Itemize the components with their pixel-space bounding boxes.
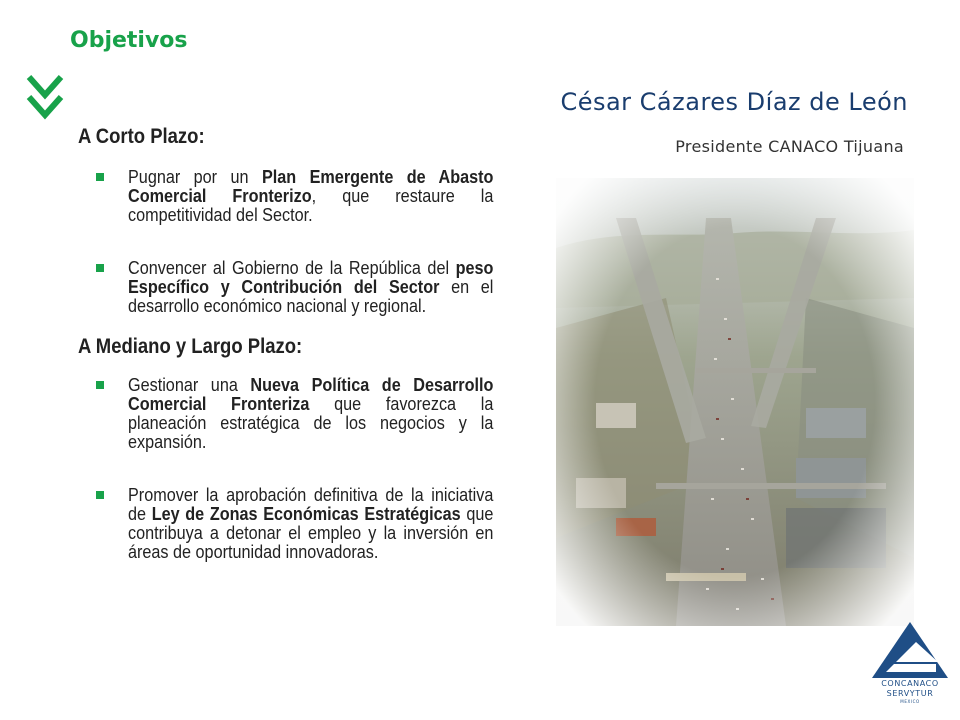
- square-bullet-icon: [96, 381, 104, 389]
- bullet-text: [128, 486, 493, 562]
- bullet-text: [128, 376, 493, 452]
- person-name: César Cázares Díaz de León: [560, 88, 908, 116]
- bullet-fragment: Pugnar por un: [128, 167, 262, 187]
- logo-line-3: MEXICO: [900, 699, 920, 704]
- long-term-list: [78, 376, 494, 562]
- bullet-fragment: Gestionar una: [128, 375, 251, 395]
- bullet-emphasis: peso Específico y Contribución del Sector: [128, 258, 494, 297]
- square-bullet-icon: [96, 491, 104, 499]
- bullet-fragment: Convencer al Gobierno de la República del: [128, 258, 456, 278]
- aerial-highway-photo: [556, 178, 914, 626]
- bullet-fragment: , que restaure la competitividad del Sector.: [128, 186, 494, 225]
- list-item: [78, 168, 494, 225]
- double-chevron-down-icon: [26, 74, 64, 122]
- logo-line-1: CONCANACO: [881, 679, 939, 688]
- square-bullet-icon: [96, 264, 104, 272]
- bullet-emphasis: Plan Emergente de Abasto Comercial Fronterizo: [128, 167, 494, 206]
- list-item: [78, 376, 494, 452]
- section-heading-long-term: A Mediano y Largo Plazo:: [78, 335, 303, 358]
- person-role: Presidente CANACO Tijuana: [675, 137, 904, 156]
- bullet-text: [128, 259, 493, 316]
- logo-text: [866, 680, 954, 704]
- slide-title: Objetivos: [70, 28, 188, 53]
- bullet-fragment: Promover la aprobación definitiva de la iniciativa de: [128, 485, 494, 524]
- bullet-text: [128, 168, 493, 225]
- bullet-emphasis: Ley de Zonas Económicas Estratégicas: [151, 504, 461, 524]
- bullet-fragment: que contribuya a detonar el empleo y la inversión en áreas de oportunidad innovadoras.: [128, 504, 494, 562]
- square-bullet-icon: [96, 173, 104, 181]
- section-heading-short-term: A Corto Plazo:: [78, 125, 205, 148]
- logo-line-2: SERVYTUR: [886, 689, 934, 698]
- list-item: [78, 259, 494, 316]
- objectives-content: [78, 120, 494, 562]
- list-item: [78, 486, 494, 562]
- bullet-fragment: que favorezca la planeación estratégica de los negocios y la expansión.: [128, 394, 494, 452]
- bullet-emphasis: Nueva Política de Desarrollo Comercial Fronteriza: [128, 375, 494, 414]
- bullet-fragment: en el desarrollo económico nacional y regional.: [128, 277, 494, 316]
- short-term-list: [78, 168, 494, 316]
